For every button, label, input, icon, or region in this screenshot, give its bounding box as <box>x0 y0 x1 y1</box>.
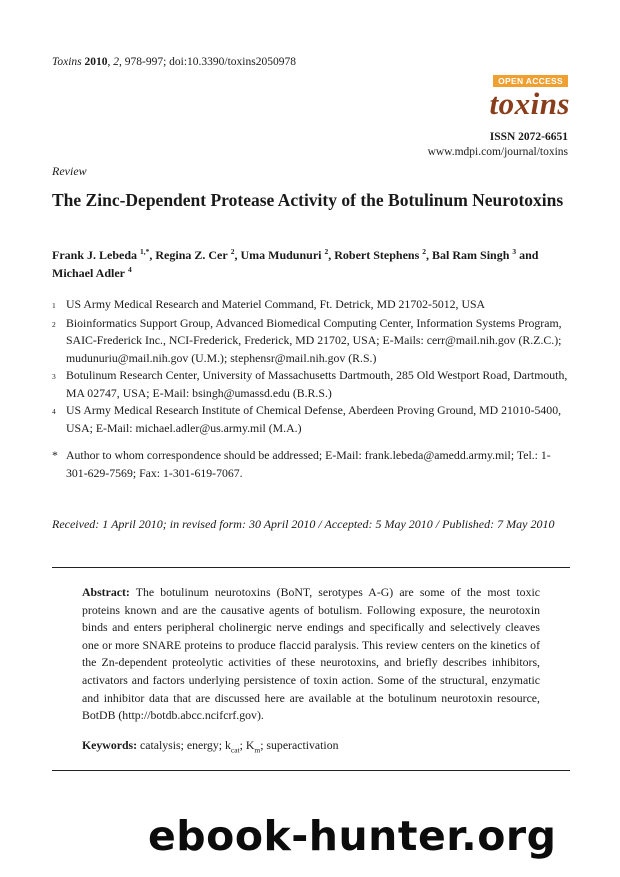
keyword-subscript: m <box>254 745 261 755</box>
journal-logo: toxins <box>489 86 570 121</box>
affiliation-number: 1 <box>52 301 56 310</box>
author-name: Robert Stephens <box>334 248 420 262</box>
top-divider <box>52 567 570 568</box>
affiliation-item <box>52 315 582 368</box>
keywords <box>82 738 339 753</box>
affiliation-item <box>52 296 582 315</box>
author-affil-mark: 2 <box>422 247 427 256</box>
keyword-text: ; superactivation <box>260 738 339 752</box>
journal-name: Toxins <box>52 56 82 68</box>
author-name: Frank J. Lebeda <box>52 248 138 262</box>
author-affil-mark: 4 <box>127 265 132 274</box>
affiliation-item <box>52 367 582 402</box>
year: 2010 <box>84 56 108 68</box>
author-affil-mark: 2 <box>324 247 329 256</box>
keyword-text: catalysis; energy; k <box>140 738 231 752</box>
affiliation-item <box>52 402 582 437</box>
author-list: Frank J. Lebeda $^{1,*}$, Regina Z. Cer $^2$, Uma Mudunuri $^2$, Robert Stephens $^2$, Bal Ram Singh $^3$ and Michael Adler $^4$ <box>52 247 539 280</box>
affiliations <box>52 296 582 482</box>
author-affil-mark: 2 <box>230 247 235 256</box>
watermark-text: ebook-hunter.org <box>148 812 557 860</box>
affiliation-number: 4 <box>52 407 56 416</box>
affiliation-number: 2 <box>52 319 56 329</box>
correspondence-note <box>52 447 582 482</box>
abstract-label: Abstract: <box>82 585 130 599</box>
affiliation-text: US Army Medical Research Institute of Chemical Defense, Aberdeen Proving Ground, MD 21010-5400, USA; E-Mail: michael.adler@us.army.mil (M.A.) <box>66 403 562 435</box>
citation-line: Toxins 2010, 2, 978-997; doi:10.3390/toxins2050978 <box>52 56 296 68</box>
abstract <box>82 584 540 725</box>
keyword-subscript: cat <box>230 745 240 755</box>
journal-url[interactable]: www.mdpi.com/journal/toxins <box>427 146 568 158</box>
author-name: Bal Ram Singh <box>432 248 510 262</box>
keyword-text: ; K <box>239 738 255 752</box>
pages-doi: , 978-997; doi:10.3390/toxins2050978 <box>119 56 296 68</box>
author-name: Regina Z. Cer <box>155 248 228 262</box>
article-type: Review <box>52 164 87 178</box>
affiliation-text: Botulinum Research Center, University of Massachusetts Dartmouth, 285 Old Westport Road, Dartmouth, MA 02747, USA; E-Mail: bsingh@umassd.edu (B.R.S.) <box>66 368 568 400</box>
issn: ISSN 2072-6651 <box>489 131 568 143</box>
keywords-label: Keywords: <box>82 738 138 752</box>
correspondence-text: Author to whom correspondence should be addressed; E-Mail: frank.lebeda@amedd.army.mil; Tel.: 1-301-629-7569; Fax: 1-301-619-7067. <box>66 448 551 480</box>
article-title: The Zinc-Dependent Protease Activity of the Botulinum Neurotoxins <box>52 190 564 210</box>
volume: 2 <box>113 56 119 68</box>
affiliation-number: 3 <box>52 372 56 381</box>
author-affil-mark: 3 <box>512 247 517 256</box>
correspondence-mark: * <box>52 448 58 462</box>
open-access-badge: OPEN ACCESS <box>493 75 568 87</box>
author-name: Uma Mudunuri <box>240 248 322 262</box>
publication-dates: Received: 1 April 2010; in revised form: 30 April 2010 / Accepted: 5 May 2010 / Published: 7 May 2010 <box>52 517 555 531</box>
bottom-divider <box>52 770 570 771</box>
author-name: Michael Adler <box>52 266 125 280</box>
abstract-text: The botulinum neurotoxins (BoNT, serotypes A-G) are some of the most toxic proteins known and are the causative agents of botulism. Following exposure, the neurotoxin binds and enters peripheral cholinergic nerve endings and specifically and selectively cleaves one or more SNARE proteins to produce flaccid paralysis. This review centers on the kinetics of the Zn-dependent proteolytic activities of these neurotoxins, and briefly describes inhibitors, activators and factors underlying persistence of toxin action. Some of the structural, enzymatic and inhibitor data that are discussed here are available at the botulinum neurotoxin resource, BotDB (http://botdb.abcc.ncifcrf.gov). <box>82 585 540 723</box>
affiliation-text: Bioinformatics Support Group, Advanced Biomedical Computing Center, Information Systems Program, SAIC-Frederick Inc., NCI-Frederick, Frederick, MD 21702, USA; E-Mails: cerr@mail.nih.gov (R.Z.C.); mudunuriu@mail.nih.gov (U.M.); stephensr@mail.nih.gov (R.S.) <box>66 315 562 365</box>
author-affil-mark: 1,* <box>140 247 150 256</box>
affiliation-text: US Army Medical Research and Materiel Command, Ft. Detrick, MD 21702-5012, USA <box>66 297 486 311</box>
